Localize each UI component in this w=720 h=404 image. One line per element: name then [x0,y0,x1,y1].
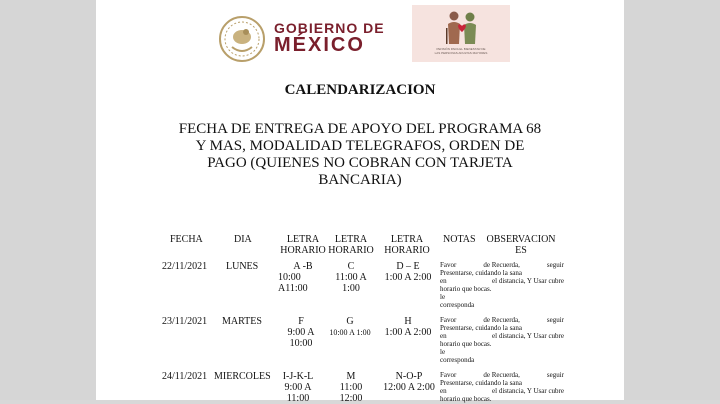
cell-horario: 12:00 [339,393,363,404]
subtitle-line: PAGO (QUIENES NO COBRAN CON TARJETA [207,155,513,171]
cell-letra: C [347,261,355,272]
cell-letra: M [346,371,356,382]
document-subtitle [164,121,556,189]
program-logo-text: PENSIÓN PARA EL BIENESTAR DE LAS PERSONAS ADULTAS MAYORES [434,47,488,55]
note-word: en [440,332,447,340]
cell-letra-horario-2 [326,371,376,404]
note-word: de Recuerda, [483,261,520,269]
document-page [96,0,624,404]
document-title: CALENDARIZACION [284,82,436,98]
cell-horario: 9:00 A [287,327,315,338]
cell-horario: 9:00 A [284,382,312,393]
right-margin-blur [624,0,720,400]
note-line: horario que bocas. [440,285,492,293]
subtitle-line: FECHA DE ENTREGA DE APOYO DEL PROGRAMA 68 [178,121,542,137]
cell-letra: G [346,316,354,327]
cell-dia: LUNES [226,261,259,272]
cell-letra: N-O-P [395,371,423,382]
note-word: seguir [546,261,564,269]
cell-notas-observaciones [440,261,564,309]
elderly-couple-icon [442,10,482,46]
cell-horario: 11:00 A [335,272,367,283]
note-word: Favor [440,316,457,324]
cell-horario: 12:00 A 2:00 [383,382,435,393]
note-word: de Recuerda, [483,316,520,324]
note-word: el distancia, Y Usar cubre [492,332,564,340]
gobierno-de-mexico-logo [218,14,404,64]
note-line [440,261,564,269]
cell-dia: MARTES [222,316,262,327]
note-line: Presentarse, cuidando la sana [440,269,523,277]
cell-letra: A -B [293,261,313,272]
pension-program-logo [412,5,510,62]
cell-letra: F [298,316,304,327]
cell-horario: A11:00 [278,283,308,294]
cell-horario: 11:00 [339,382,363,393]
cell-letra-horario-1 [276,316,326,349]
cell-letra-horario-2 [326,261,376,294]
note-line: le [440,293,446,301]
cell-letra-horario-1 [278,261,328,294]
note-word: Favor [440,261,457,269]
note-line [440,277,564,285]
left-margin-blur [0,0,96,400]
header-horario: HORARIO [328,245,374,256]
note-word: seguir [546,316,564,324]
note-line [440,387,564,395]
note-word: en [440,387,447,395]
cell-fecha: 24/11/2021 [162,371,208,382]
cell-letra: H [404,316,412,327]
cell-horario: 11:00 [286,393,310,404]
cell-letra: D – E [396,261,420,272]
cell-letra-horario-2 [322,316,378,338]
note-line: corresponda [440,356,475,364]
subtitle-line: Y MAS, MODALIDAD TELEGRAFOS, ORDEN DE [195,138,525,154]
note-line: Presentarse, cuidando la sana [440,379,523,387]
national-seal-icon [218,15,266,63]
cell-horario: 1:00 A 2:00 [384,327,432,338]
header-letra: LETRA [390,234,424,245]
cell-letra: I-J-K-L [282,371,314,382]
header-letra-horario-1 [276,234,330,256]
cell-letra-horario-3 [378,261,438,283]
cell-notas-observaciones [440,371,564,403]
gobierno-line1: GOBIERNO DE [274,20,385,36]
note-line: le [440,348,446,356]
gobierno-line2: MÉXICO [274,34,365,56]
note-line: horario que bocas. [440,395,492,403]
subtitle-line: BANCARIA) [318,172,402,188]
cell-letra-horario-3 [378,316,438,338]
note-line [440,371,564,379]
note-line [440,332,564,340]
note-line [440,316,564,324]
cell-horario: 1:00 A 2:00 [384,272,432,283]
cell-horario: 1:00 [342,283,360,294]
cell-horario: 10:00 [289,338,313,349]
header-observaciones [480,234,562,256]
header-letra-horario-3 [380,234,434,256]
note-word: en [440,277,447,285]
note-word: el distancia, Y Usar cubre [492,277,564,285]
note-word: el distancia, Y Usar cubre [492,387,564,395]
header-letra: LETRA [286,234,320,245]
note-line: horario que bocas. [440,340,492,348]
note-word: seguir [546,371,564,379]
cell-notas-observaciones [440,316,564,364]
header-dia: DIA [234,234,252,245]
cell-horario: 10:00 [278,272,301,283]
header-observaciones-line: OBSERVACION [486,234,556,245]
header-observaciones-line: ES [515,245,527,256]
cell-fecha: 23/11/2021 [162,316,208,327]
header-horario: HORARIO [280,245,326,256]
cell-fecha: 22/11/2021 [162,261,208,272]
note-line: corresponda [440,301,475,309]
cell-horario: 10:00 A 1:00 [329,328,371,337]
header-fecha: FECHA [170,234,203,245]
header-notas: NOTAS [443,234,476,245]
note-word: de Recuerda, [483,371,520,379]
cell-dia: MIERCOLES [214,371,271,382]
header-horario: HORARIO [384,245,430,256]
header-letra: LETRA [334,234,368,245]
note-word: Favor [440,371,457,379]
cell-letra-horario-3 [378,371,440,393]
cell-letra-horario-1 [272,371,324,404]
note-line: Presentarse, cuidando la sana [440,324,523,332]
header-letra-horario-2 [324,234,378,256]
